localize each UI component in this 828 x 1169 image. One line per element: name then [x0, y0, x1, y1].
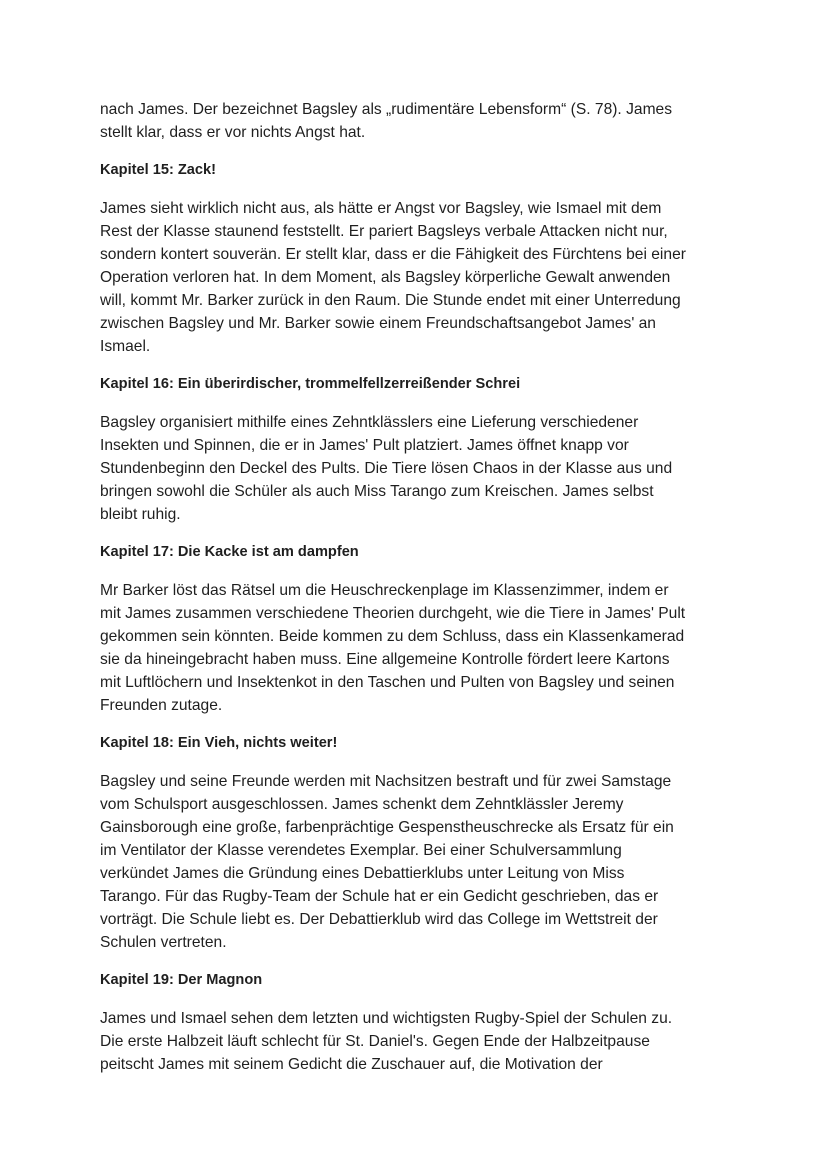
chapter-heading-19: Kapitel 19: Der Magnon — [100, 972, 263, 988]
chapter-heading-18: Kapitel 18: Ein Vieh, nichts weiter! — [100, 735, 338, 751]
chapter-heading-16: Kapitel 16: Ein überirdischer, trommelfellzerreißender Schrei — [100, 376, 521, 392]
chapter-heading-17: Kapitel 17: Die Kacke ist am dampfen — [100, 544, 359, 560]
chapter-text-15: James sieht wirklich nicht aus, als hätte er Angst vor Bagsley, wie Ismael mit dem Rest der Klasse staunend feststellt. Er pariert Bagsleys verbale Attacken nicht nur, sondern kontert souverän. Er stellt klar, dass er die Fähigkeit des Fürchtens bei einer Operation verloren hat. In dem Moment, als Bagsley körperliche Gewalt anwenden will, kommt Mr. Barker zurück in den Raum. Die Stunde endet mit einer Unterredung zwischen Bagsley und Mr. Barker sowie einem Freundschaftsangebot James' an Ismael. — [100, 200, 686, 355]
chapter-text-18: Bagsley und seine Freunde werden mit Nachsitzen bestraft und für zwei Samstage vom Schulsport ausgeschlossen. James schenkt dem Zehntklässler Jeremy Gainsborough eine große, farbenprächtige Gespenstheuschrecke als Ersatz für ein im Ventilator der Klasse verendetes Exemplar. Bei einer Schulversammlung verkündet James die Gründung eines Debattierklubs unter Leitung von Miss Tarango. Für das Rugby-Team der Schule hat er ein Gedicht geschrieben, das er vorträgt. Die Schule liebt es. Der Debattierklub wird das College im Wettstreit der Schulen vertreten. — [100, 773, 674, 951]
paragraph-intro: nach James. Der bezeichnet Bagsley als „rudimentäre Lebensform“ (S. 78). James stellt klar, dass er vor nichts Angst hat. — [100, 101, 673, 141]
chapter-heading-15: Kapitel 15: Zack! — [100, 162, 216, 178]
chapter-text-16: Bagsley organisiert mithilfe eines Zehntklässlers eine Lieferung verschiedener Insekten und Spinnen, die er in James' Pult platziert. James öffnet knapp vor Stundenbeginn den Deckel des Pults. Die Tiere lösen Chaos in der Klasse aus und bringen sowohl die Schüler als auch Miss Tarango zum Kreischen. James selbst bleibt ruhig. — [100, 414, 673, 523]
document-page — [100, 98, 740, 1091]
chapter-text-17: Mr Barker löst das Rätsel um die Heuschreckenplage im Klassenzimmer, indem er mit James zusammen verschiedene Theorien durchgeht, wie die Tiere in James' Pult gekommen sein könnten. Beide kommen zu dem Schluss, dass ein Klassenkamerad sie da hineingebracht haben muss. Eine allgemeine Kontrolle fördert leere Kartons mit Luftlöchern und Insektenkot in den Taschen und Pulten von Bagsley und seinen Freunden zutage. — [100, 582, 686, 714]
chapter-text-19: James und Ismael sehen dem letzten und wichtigsten Rugby-Spiel der Schulen zu. Die erste Halbzeit läuft schlecht für St. Daniel's. Gegen Ende der Halbzeitpause peitscht James mit seinem Gedicht die Zuschauer auf, die Motivation der — [100, 1010, 673, 1073]
